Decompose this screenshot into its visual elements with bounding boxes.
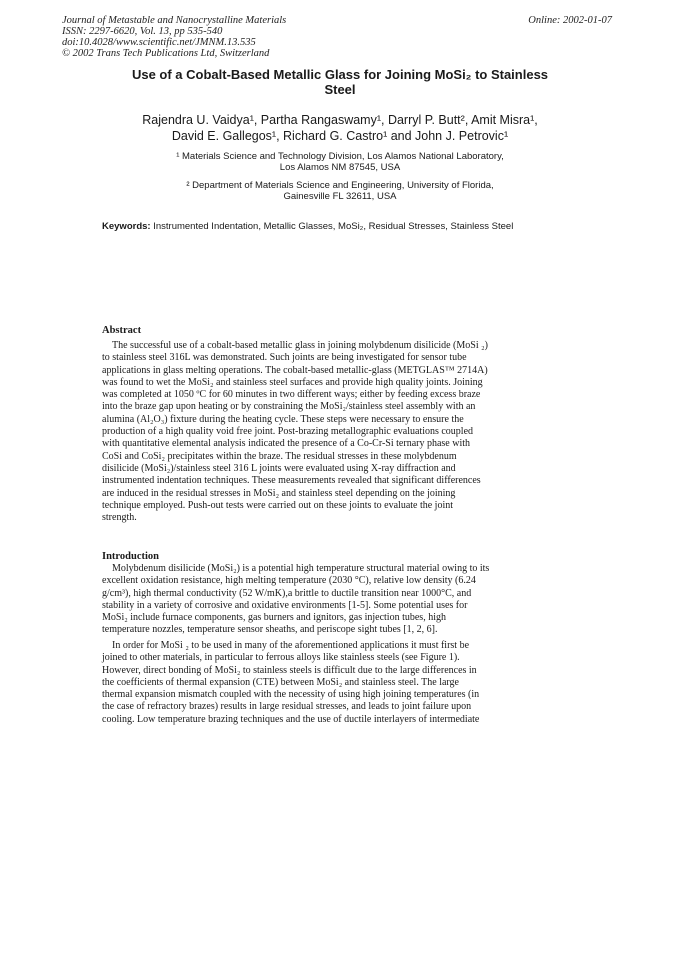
introduction-line: In order for MoSi ₂ to be used in many of the aforementioned applications it must first be bbox=[102, 640, 470, 651]
introduction-paragraph-2 bbox=[102, 640, 538, 726]
keywords bbox=[102, 221, 562, 233]
introduction-line: the coefficients of thermal expansion (CTE) between MoSi₂ and stainless steel. The large bbox=[102, 676, 459, 688]
abstract-line: was completed at 1050 ºC for 60 minutes in two different ways; either by feeding excess braze bbox=[102, 389, 481, 401]
introduction-paragraph-1 bbox=[102, 563, 538, 637]
author-list bbox=[90, 112, 590, 144]
introduction-line: Molybdenum disilicide (MoSi₂) is a potential high temperature structural material owing to its bbox=[102, 563, 490, 574]
abstract-line: The successful use of a cobalt-based metallic glass in joining molybdenum disilicide (MoSi ₂) bbox=[102, 340, 488, 351]
affiliation-1-line-1: ¹ Materials Science and Technology Division, Los Alamos National Laboratory, bbox=[176, 151, 504, 162]
introduction-line: cooling. Low temperature brazing techniques and the use of ductile interlayers of intermediate bbox=[102, 713, 480, 725]
introduction-heading: Introduction bbox=[102, 551, 159, 562]
abstract-line: are induced in the residual stresses in MoSi₂ and stainless steel depending on the joining bbox=[102, 487, 456, 499]
introduction-line: thermal expansion mismatch coupled with the necessity of using high joining temperatures (in bbox=[102, 689, 480, 701]
introduction-line: However, direct bonding of MoSi₂ to stainless steels is difficult due to the large differences in bbox=[102, 664, 477, 676]
introduction-line: g/cm³), high thermal conductivity (52 W/mK),a brittle to ductile transition near 1000°C, and bbox=[102, 587, 472, 599]
abstract-line: technique employed. Push-out tests were carried out on these joints to evaluate the joint bbox=[102, 499, 454, 511]
affiliation-2 bbox=[110, 180, 570, 202]
abstract-line: disilicide (MoSi₂)/stainless steel 316 L joints were evaluated using X-ray diffraction and bbox=[102, 462, 456, 474]
journal-copyright: © 2002 Trans Tech Publications Ltd, Switzerland bbox=[62, 48, 270, 59]
abstract-line: CoSi and CoSi₂ precipitates within the braze. The residual stresses in these molybdenum bbox=[102, 450, 457, 462]
keywords-label: Keywords: bbox=[102, 221, 151, 232]
abstract-line: with quantitative elemental analysis indicated the presence of a Co-Cr-Si ternary phase with bbox=[102, 438, 471, 450]
affiliation-2-line-2: Gainesville FL 32611, USA bbox=[283, 191, 397, 202]
abstract-body bbox=[102, 340, 538, 524]
introduction-line: MoSi₂ include furnace components, gas burners and ignitors, gas injection tubes, high bbox=[102, 612, 446, 624]
introduction-line: temperature nozzles, temperature sensor sheaths, and periscope sight tubes [1, 2, 6]. bbox=[102, 624, 438, 636]
abstract-line: production of a high quality void free joint. Post-brazing metallographic evaluations coupled bbox=[102, 426, 474, 438]
journal-issn: ISSN: 2297-6620, Vol. 13, pp 535-540 bbox=[62, 26, 223, 37]
title-line-2: Steel bbox=[324, 82, 356, 97]
title-line-1: Use of a Cobalt-Based Metallic Glass for Joining MoSi₂ to Stainless bbox=[131, 67, 549, 82]
abstract-heading: Abstract bbox=[102, 325, 142, 336]
journal-doi[interactable]: doi:10.4028/www.scientific.net/JMNM.13.535 bbox=[62, 37, 256, 48]
keywords-text: Instrumented Indentation, Metallic Glasses, MoSi₂, Residual Stresses, Stainless Steel bbox=[150, 221, 514, 232]
introduction-line: joined to other materials, in particular to ferrous alloys like stainless steels (see Figure 1). bbox=[102, 652, 460, 664]
affiliation-2-line-1: ² Department of Materials Science and Engineering, University of Florida, bbox=[186, 180, 494, 191]
abstract-line: was found to wet the MoSi₂ and stainless steel surfaces and provide high quality joints. Joining bbox=[102, 376, 483, 388]
abstract-line: into the braze gap upon heating or by constraining the MoSi₂/stainless steel assembly with an bbox=[102, 401, 476, 413]
abstract-line: instrumented indentation techniques. These measurements revealed that significant differences bbox=[102, 475, 481, 487]
affiliation-1 bbox=[110, 151, 570, 173]
paper-title bbox=[90, 67, 590, 97]
abstract-line: to stainless steel 316L was demonstrated. Such joints are being investigated for sensor tube bbox=[102, 352, 467, 364]
introduction-line: the case of refractory brazes) results in large residual stresses, and leads to joint failure upon bbox=[102, 701, 472, 713]
abstract-line: alumina (Al₂O₃) fixture during the heating cycle. These steps were necessary to ensure the bbox=[102, 413, 464, 425]
abstract-line: applications in glass melting operations. The cobalt-based metallic-glass (METGLAS™ 2714A) bbox=[102, 364, 488, 376]
journal-header bbox=[62, 15, 382, 59]
journal-name: Journal of Metastable and Nanocrystalline Materials bbox=[62, 15, 287, 26]
authors-line-2: David E. Gallegos¹, Richard G. Castro¹ and John J. Petrovic¹ bbox=[171, 129, 509, 143]
introduction-line: excellent oxidation resistance, high melting temperature (2030 °C), relative low density (6.24 bbox=[102, 575, 476, 587]
abstract-line: strength. bbox=[102, 512, 137, 524]
online-date: Online: 2002-01-07 bbox=[528, 15, 612, 26]
affiliation-1-line-2: Los Alamos NM 87545, USA bbox=[279, 162, 401, 173]
introduction-line: stability in a variety of corrosive and oxidative environments [1-5]. Some potential uses for bbox=[102, 599, 468, 611]
authors-line-1: Rajendra U. Vaidya¹, Partha Rangaswamy¹, Darryl P. Butt², Amit Misra¹, bbox=[142, 113, 538, 127]
